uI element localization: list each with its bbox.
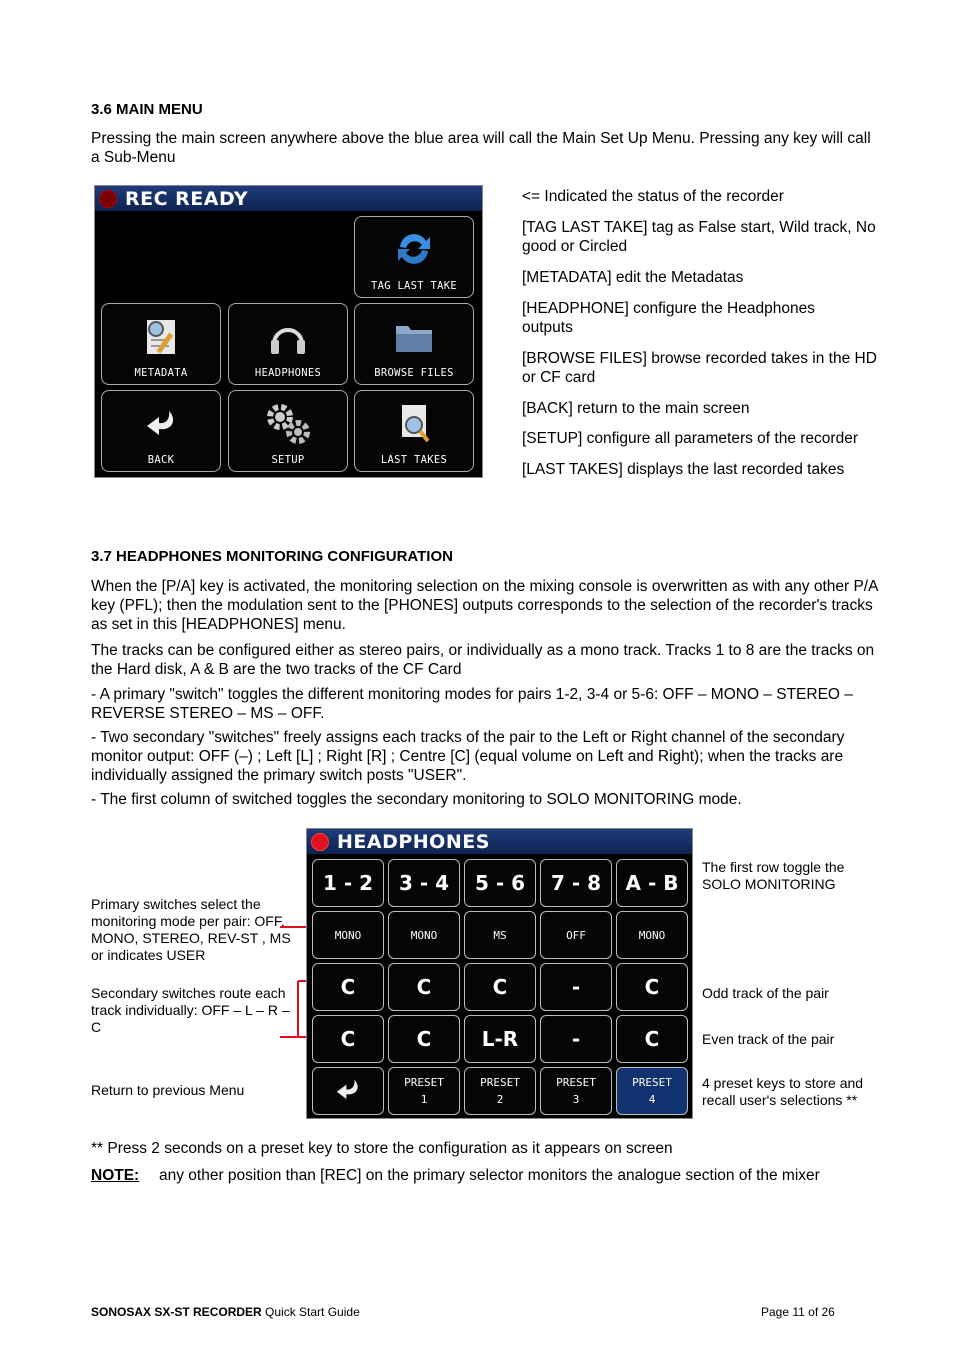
refresh-icon [392,227,436,271]
preset-button-3[interactable] [540,1067,612,1115]
even-track-switch-2[interactable]: C [312,1015,384,1063]
preset-number: 3 [572,1093,580,1106]
last-takes-button[interactable] [354,390,474,472]
footer-guide: Quick Start Guide [261,1305,360,1319]
odd-track-switch-7[interactable]: - [540,963,612,1011]
note-back: [BACK] return to the main screen [522,400,750,417]
page-footer-left [91,1305,360,1319]
main-menu-intro: Pressing the main screen anywhere above the blue area will call the Main Set Up Menu. Pressing any key will call a Sub-Menu [91,130,871,166]
back-button[interactable] [312,1067,384,1115]
preset-number: 4 [648,1093,656,1106]
annotation-even: Even track of the pair [702,1031,835,1047]
annotation-primary: Primary switches select the monitoring mode per pair: OFF, MONO, STEREO, REV-ST , MS or indicates USER [91,896,291,963]
annotation-presets: 4 preset keys to store and recall user's selections ** [702,1075,864,1108]
note-label: NOTE: [91,1167,140,1184]
odd-track-switch-5[interactable]: C [464,963,536,1011]
pair-button-5-6[interactable]: 5 - 6 [464,859,536,907]
paragraph-secondary-switches: - Two secondary "switches" freely assigns each tracks of the pair to the Left or Right channel of the secondary monitor output: OFF (–) ; Left [L] ; Right [R] ; Centre [C] (equal volume on Left and Right); when the tracks are individually assigned the primary switch posts "USER". [91,729,845,784]
odd-track-switch-a[interactable]: C [616,963,688,1011]
headphones-title: HEADPHONES [337,830,490,853]
preset-button-4[interactable] [616,1067,688,1115]
paragraph-first-column: - The first column of switched toggles the secondary monitoring to SOLO MONITORING mode. [91,791,742,808]
note-last-takes: [LAST TAKES] displays the last recorded takes [522,461,845,478]
annotation-solo: The first row toggle the SOLO MONITORING [702,859,845,892]
button-label: LAST TAKES [380,454,448,466]
note-browse-files: [BROWSE FILES] browse recorded takes in the HD or CF card [522,350,877,386]
button-label: METADATA [134,367,188,379]
section-heading-headphones: 3.7 HEADPHONES MONITORING CONFIGURATION [91,548,453,565]
pair-button-1-2[interactable]: 1 - 2 [312,859,384,907]
main-menu-screenshot [94,185,483,478]
document-search-icon [392,401,436,447]
pair-button-a-b[interactable]: A - B [616,859,688,907]
pair-button-3-4[interactable]: 3 - 4 [388,859,460,907]
preset-number: 1 [420,1093,428,1106]
paragraph-pa-key: When the [P/A] key is activated, the monitoring selection on the mixing console is overwritten as with any other P/A key (PFL); then the modulation sent to the [PHONES] outputs corresponds to the selection of the recorder's tracks as set in this [HEADPHONES] menu. [91,578,878,633]
annotation-back: Return to previous Menu [91,1082,245,1098]
note-text: any other position than [REC] on the primary selector monitors the analogue section of the mixer [159,1167,820,1184]
note-tag-last-take: [TAG LAST TAKE] tag as False start, Wild track, No good or Circled [522,219,876,255]
note-headphone: [HEADPHONE] configure the Headphones outputs [522,300,815,336]
preset-label: PRESET [632,1076,672,1089]
gears-icon [263,401,313,447]
note-metadata: [METADATA] edit the Metadatas [522,269,744,286]
footnote: ** Press 2 seconds on a preset key to store the configuration as it appears on screen [91,1140,673,1157]
mode-switch-7-8[interactable]: OFF [540,911,612,959]
paragraph-primary-switch: - A primary "switch" toggles the different monitoring modes for pairs 1-2, 3-4 or 5-6: OFF – MONO – STEREO – REVERSE STEREO – MS – OFF. [91,686,853,722]
odd-track-switch-1[interactable]: C [312,963,384,1011]
mode-switch-5-6[interactable]: MS [464,911,536,959]
headphones-title-bar [307,829,692,854]
setup-button[interactable] [228,390,348,472]
folder-icon [392,314,436,358]
status-bar [95,186,482,211]
preset-label: PRESET [556,1076,596,1089]
back-arrow-icon [139,401,183,445]
annotation-odd: Odd track of the pair [702,985,829,1001]
headphones-screenshot [306,828,693,1119]
mode-switch-a-b[interactable]: MONO [616,911,688,959]
button-label: SETUP [271,454,305,466]
button-label: BROWSE FILES [374,367,454,379]
footer-brand: SONOSAX SX-ST RECORDER [91,1305,262,1319]
section-heading-main-menu: 3.6 MAIN MENU [91,101,203,118]
button-label: BACK [147,454,175,466]
mode-switch-1-2[interactable]: MONO [312,911,384,959]
mode-switch-3-4[interactable]: MONO [388,911,460,959]
back-arrow-icon [330,1075,366,1107]
tag-last-take-button[interactable] [354,216,474,298]
browse-files-button[interactable] [354,303,474,385]
preset-button-2[interactable] [464,1067,536,1115]
even-track-switch-b[interactable]: C [616,1015,688,1063]
pair-button-7-8[interactable]: 7 - 8 [540,859,612,907]
button-label: HEADPHONES [254,367,322,379]
back-button[interactable] [101,390,221,472]
page-number: Page 11 of 26 [761,1305,835,1319]
metadata-icon [139,314,183,358]
status-title: REC READY [125,187,249,210]
headphones-icon [266,314,310,358]
even-track-switch-8[interactable]: - [540,1015,612,1063]
preset-number: 2 [496,1093,504,1106]
even-track-switch-4[interactable]: C [388,1015,460,1063]
record-indicator-icon [311,833,329,851]
note-setup: [SETUP] configure all parameters of the recorder [522,430,858,447]
annotation-secondary: Secondary switches route each track individually: OFF – L – R – C [91,985,290,1035]
preset-button-1[interactable] [388,1067,460,1115]
paragraph-tracks: The tracks can be configured either as stereo pairs, or individually as a mono track. Tracks 1 to 8 are the tracks on the Hard disk, A & B are the two tracks of the CF Card [91,642,875,678]
record-status-icon [99,190,117,208]
preset-label: PRESET [404,1076,444,1089]
note-status: <= Indicated the status of the recorder [522,188,784,205]
even-track-switch-6[interactable]: L-R [464,1015,536,1063]
button-label: TAG LAST TAKE [370,280,458,292]
preset-label: PRESET [480,1076,520,1089]
metadata-button[interactable] [101,303,221,385]
headphones-button[interactable] [228,303,348,385]
odd-track-switch-3[interactable]: C [388,963,460,1011]
